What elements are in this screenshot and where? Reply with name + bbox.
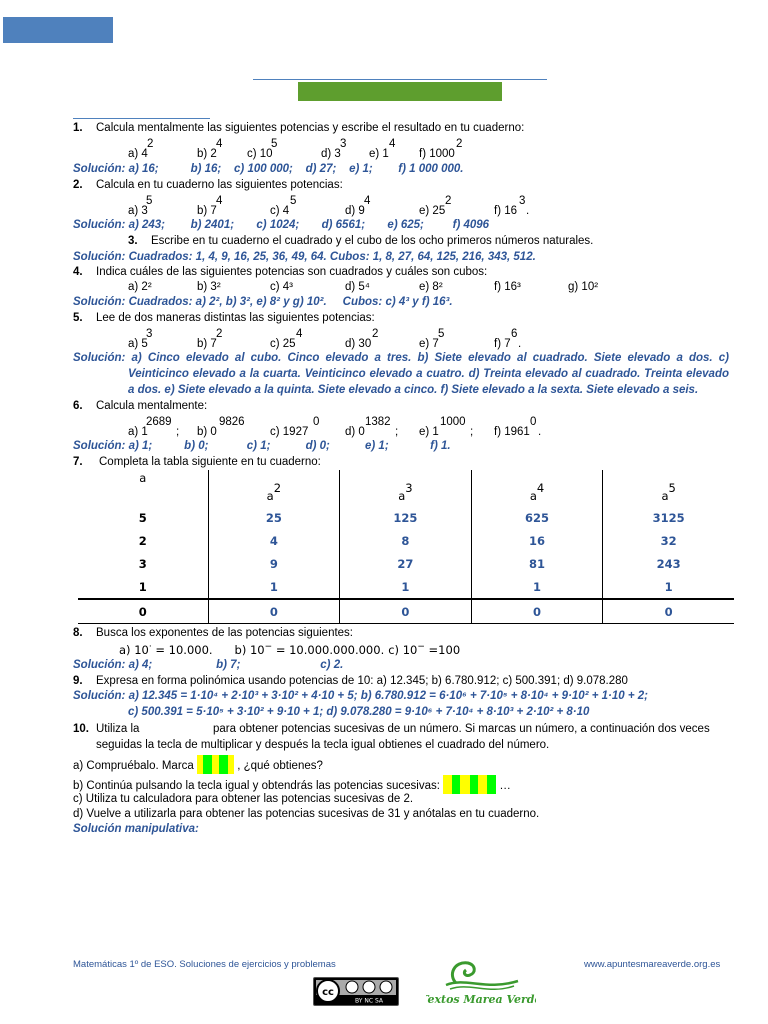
ex1-exp-a: 2 xyxy=(147,138,154,150)
ex6-exp-e: 1000 xyxy=(440,416,466,428)
ex2-exp-a: 5 xyxy=(146,195,153,207)
ex2-exp-f: 3 xyxy=(519,195,526,207)
key-sequence-highlight xyxy=(197,760,237,772)
table-cell: 243 xyxy=(603,552,734,575)
ex5-exp-b: 2 xyxy=(216,328,223,340)
ex6-item-d-end: ; xyxy=(395,426,399,438)
ex6-item-a-end: ; xyxy=(176,426,180,438)
exercise-6-solution: Solución: a) 1; b) 0; c) 1; d) 0; e) 1; f) 1. xyxy=(73,440,451,452)
table-header-row xyxy=(78,470,734,506)
marea-verde-logo-icon xyxy=(426,955,536,1007)
exercise-9-number: 9. xyxy=(73,675,83,687)
ex5-item-a: a) 5 xyxy=(128,338,148,350)
exercise-1-number: 1. xyxy=(73,122,83,134)
ex1-item-e: e) 1 xyxy=(369,148,389,160)
exercise-8-items: a) 10· = 10.000. b) 10− = 10.000.000.000. c) 10− =100 xyxy=(119,642,461,657)
exercise-10-number: 10. xyxy=(73,723,89,735)
ex6-exp-c: 0 xyxy=(313,416,320,428)
exercise-10-part-c: c) Utiliza tu calculadora para obtener las potencias sucesivas de 2. xyxy=(73,793,414,805)
exercise-8-text: Busca los exponentes de las potencias siguientes: xyxy=(96,627,353,639)
footer-left-text: Matemáticas 1º de ESO. Soluciones de ejercicios y problemas xyxy=(73,959,336,970)
table-cell: 25 xyxy=(208,506,340,529)
ex6-item-f: f) 1961 xyxy=(494,426,530,438)
ex1-exp-d: 3 xyxy=(340,138,347,150)
exercise-6-text: Calcula mentalmente: xyxy=(96,400,208,412)
ex5-item-f-end: . xyxy=(518,338,522,350)
ex6-item-e: e) 1 xyxy=(419,426,439,438)
table-row xyxy=(78,529,734,552)
ex5-exp-f: 6 xyxy=(511,328,518,340)
exercise-8-number: 8. xyxy=(73,627,83,639)
ex2-item-f: f) 16 xyxy=(494,205,518,217)
part-a-question: , ¿qué obtienes? xyxy=(237,760,323,772)
header-rule xyxy=(253,79,547,80)
table-cell: 81 xyxy=(471,552,603,575)
table-cell: 32 xyxy=(603,529,734,552)
exercise-3-number: 3. xyxy=(128,235,138,247)
part-b-text: b) Continúa pulsando la tecla igual y obtendrás las potencias sucesivas: xyxy=(73,780,440,792)
table-row xyxy=(78,506,734,529)
ex2-item-c: c) 4 xyxy=(270,205,290,217)
table-header-cube: a3 xyxy=(340,470,472,506)
ex1-item-c: c) 10 xyxy=(247,148,273,160)
table-cell: 0 xyxy=(471,599,603,624)
ex1-item-b: b) 2 xyxy=(197,148,217,160)
ex6-exp-b: 9826 xyxy=(219,416,245,428)
table-cell: 8 xyxy=(340,529,472,552)
ex2-item-b: b) 7 xyxy=(197,205,217,217)
exercise-9-solution-line-2: c) 500.391 = 5·10⁵ + 3·10² + 9·10 + 1; d) 9.078.280 = 9·10⁶ + 7·10⁴ + 8·10³ + 2·10² + 8·10 xyxy=(128,706,590,718)
table-cell: 3125 xyxy=(603,506,734,529)
exercise-1-text: Calcula mentalmente las siguientes potencias y escribe el resultado en tu cuaderno: xyxy=(96,122,525,134)
ex5-item-b: b) 7 xyxy=(197,338,217,350)
table-cell: 2 xyxy=(138,533,147,548)
ex6-item-b: b) 0 xyxy=(197,426,217,438)
exercise-10-text-start: Utiliza la xyxy=(96,723,140,735)
table-cell: 5 xyxy=(138,510,147,525)
exercise-10-part-a xyxy=(73,755,323,774)
ex4-item-c: c) 4³ xyxy=(270,281,293,293)
svg-text:cc: cc xyxy=(322,987,334,998)
exercise-10-solution: Solución manipulativa: xyxy=(73,823,199,835)
table-cell: 16 xyxy=(471,529,603,552)
section-rule xyxy=(73,118,210,119)
exercise-7-number: 7. xyxy=(73,456,83,468)
ex6-item-f-end: . xyxy=(538,426,542,438)
ex1-item-a: a) 4 xyxy=(128,148,148,160)
table-cell: 1 xyxy=(471,575,603,599)
ex5-item-e: e) 7 xyxy=(419,338,439,350)
table-row xyxy=(78,552,734,575)
table-cell: 9 xyxy=(208,552,340,575)
ex4-item-f: f) 16³ xyxy=(494,281,521,293)
ex5-item-d: d) 30 xyxy=(345,338,372,350)
svg-text:Textos Marea Verde: Textos Marea Verde xyxy=(426,993,536,1006)
table-cell: 125 xyxy=(340,506,472,529)
ex2-item-a: a) 3 xyxy=(128,205,148,217)
exercise-2-text: Calcula en tu cuaderno las siguientes potencias: xyxy=(96,179,343,191)
table-cell: 1 xyxy=(208,575,340,599)
ex1-exp-e: 4 xyxy=(389,138,396,150)
table-cell: 3 xyxy=(138,556,147,571)
ex2-exp-d: 4 xyxy=(364,195,371,207)
exercise-4-number: 4. xyxy=(73,266,83,278)
table-cell: 1 xyxy=(340,575,472,599)
exercise-1-solution: Solución: a) 16; b) 16; c) 100 000; d) 27; e) 1; f) 1 000 000. xyxy=(73,163,464,175)
table-cell: 625 xyxy=(471,506,603,529)
header-green-bar xyxy=(298,82,502,101)
exercise-2-solution: Solución: a) 243; b) 2401; c) 1024; d) 6561; e) 625; f) 4096 xyxy=(73,219,490,231)
marea-verde-logo-graphic xyxy=(426,955,536,1007)
cc-license-graphic xyxy=(314,978,398,1005)
exercise-6-number: 6. xyxy=(73,400,83,412)
table-cell: 0 xyxy=(603,599,734,624)
ex5-exp-c: 4 xyxy=(296,328,303,340)
table-cell: 0 xyxy=(78,599,208,624)
table-cell: 4 xyxy=(208,529,340,552)
header-blue-block xyxy=(3,17,113,43)
exercise-10-text-line-2: seguidas la tecla de multiplicar y después la tecla igual obtienes el cuadrado del número. xyxy=(96,739,550,751)
ex6-item-e-end: ; xyxy=(470,426,474,438)
table-cell: 1 xyxy=(603,575,734,599)
exercise-5-text: Lee de dos maneras distintas las siguientes potencias: xyxy=(96,312,375,324)
table-header-base: a xyxy=(139,471,147,485)
ex2-item-f-end: . xyxy=(526,205,530,217)
exercise-9-text: Expresa en forma polinómica usando potencias de 10: a) 12.345; b) 6.780.912; c) 500.391; d) 9.078.280 xyxy=(96,675,628,687)
footer-right-url[interactable]: www.apuntesmareaverde.org.es xyxy=(584,959,721,970)
ex6-exp-f: 0 xyxy=(530,416,537,428)
ex4-item-g: g) 10² xyxy=(568,281,599,293)
ex1-exp-f: 2 xyxy=(456,138,463,150)
ex1-exp-c: 5 xyxy=(271,138,278,150)
table-header-fifth: a5 xyxy=(603,470,734,506)
table-cell: 0 xyxy=(340,599,472,624)
part-a-text: a) Compruébalo. Marca xyxy=(73,760,194,772)
ex6-exp-a: 2689 xyxy=(146,416,172,428)
exercise-4-text: Indica cuáles de las siguientes potencias son cuadrados y cuáles son cubos: xyxy=(96,266,488,278)
ex4-item-b: b) 3² xyxy=(197,281,221,293)
exercise-5-number: 5. xyxy=(73,312,83,324)
table-row xyxy=(78,599,734,624)
ex6-item-c: c) 1927 xyxy=(270,426,309,438)
table-header-square: a2 xyxy=(208,470,340,506)
exercise-4-solution: Solución: Cuadrados: a) 2², b) 3², e) 8² y g) 10². Cubos: c) 4³ y f) 16³. xyxy=(73,296,453,308)
exercise-2-number: 2. xyxy=(73,179,83,191)
exercise-5-solution-line-2: Veinticinco elevado a la cuarta. Veinticinco elevado a cuatro. d) Treinta elevado al cuadrado. Treinta elevado xyxy=(128,368,729,380)
ex2-item-e: e) 25 xyxy=(419,205,446,217)
ex4-item-d: d) 5⁴ xyxy=(345,281,370,293)
exercise-3-solution: Solución: Cuadrados: 1, 4, 9, 16, 25, 36, 49, 64. Cubos: 1, 8, 27, 64, 125, 216, 343, 512. xyxy=(73,251,536,263)
table-cell: 1 xyxy=(138,579,147,594)
ex5-exp-e: 5 xyxy=(438,328,445,340)
ex2-exp-e: 2 xyxy=(445,195,452,207)
key-sequence-highlight xyxy=(443,780,499,792)
table-cell: 0 xyxy=(208,599,340,624)
ex1-exp-b: 4 xyxy=(216,138,223,150)
exercise-7-text: Completa la tabla siguiente en tu cuaderno: xyxy=(99,456,321,468)
ex1-item-f: f) 1000 xyxy=(419,148,455,160)
ex5-exp-a: 3 xyxy=(146,328,153,340)
svg-text:BY NC SA: BY NC SA xyxy=(355,997,383,1005)
exercise-5-solution-line-1: Solución: a) Cinco elevado al cubo. Cinco elevado a tres. b) Siete elevado al cuadrado. Siete elevado a dos. c) xyxy=(73,352,729,364)
ex4-item-a: a) 2² xyxy=(128,281,152,293)
ex6-item-a: a) 1 xyxy=(128,426,148,438)
part-b-ellipsis: … xyxy=(499,780,511,792)
table-cell: 27 xyxy=(340,552,472,575)
ex6-exp-d: 1382 xyxy=(365,416,391,428)
ex5-item-f: f) 7 xyxy=(494,338,511,350)
exercise-8-solution: Solución: a) 4; b) 7; c) 2. xyxy=(73,659,344,671)
exercise-5-solution-line-3: a dos. e) Siete elevado a la quinta. Siete elevado a cinco. f) Siete elevado a la sexta. Siete elevado a seis. xyxy=(128,384,699,396)
ex5-item-c: c) 25 xyxy=(270,338,296,350)
exercise-9-solution-line-1: Solución: a) 12.345 = 1·10⁴ + 2·10³ + 3·10² + 4·10 + 5; b) 6.780.912 = 6·10⁶ + 7·10⁵ + 8·10⁴ + 9·10² + 1·10 + 2; xyxy=(73,690,648,702)
ex6-item-d: d) 0 xyxy=(345,426,365,438)
exercise-10-part-d: d) Vuelve a utilizarla para obtener las potencias sucesivas de 31 y anótalas en tu cuaderno. xyxy=(73,808,540,820)
table-row xyxy=(78,575,734,599)
ex2-item-d: d) 9 xyxy=(345,205,365,217)
ex4-item-e: e) 8² xyxy=(419,281,443,293)
exercise-10-text-rest: para obtener potencias sucesivas de un número. Si marcas un número, a continuación dos veces xyxy=(213,723,710,735)
ex1-item-d: d) 3 xyxy=(321,148,341,160)
ex2-exp-b: 4 xyxy=(216,195,223,207)
exercise-10-part-b xyxy=(73,775,511,794)
cc-license-icon xyxy=(313,977,399,1006)
table-header-fourth: a4 xyxy=(471,470,603,506)
exercise-3-text: Escribe en tu cuaderno el cuadrado y el cubo de los ocho primeros números naturales. xyxy=(151,235,594,247)
powers-table xyxy=(78,470,734,624)
ex5-exp-d: 2 xyxy=(372,328,379,340)
ex2-exp-c: 5 xyxy=(290,195,297,207)
